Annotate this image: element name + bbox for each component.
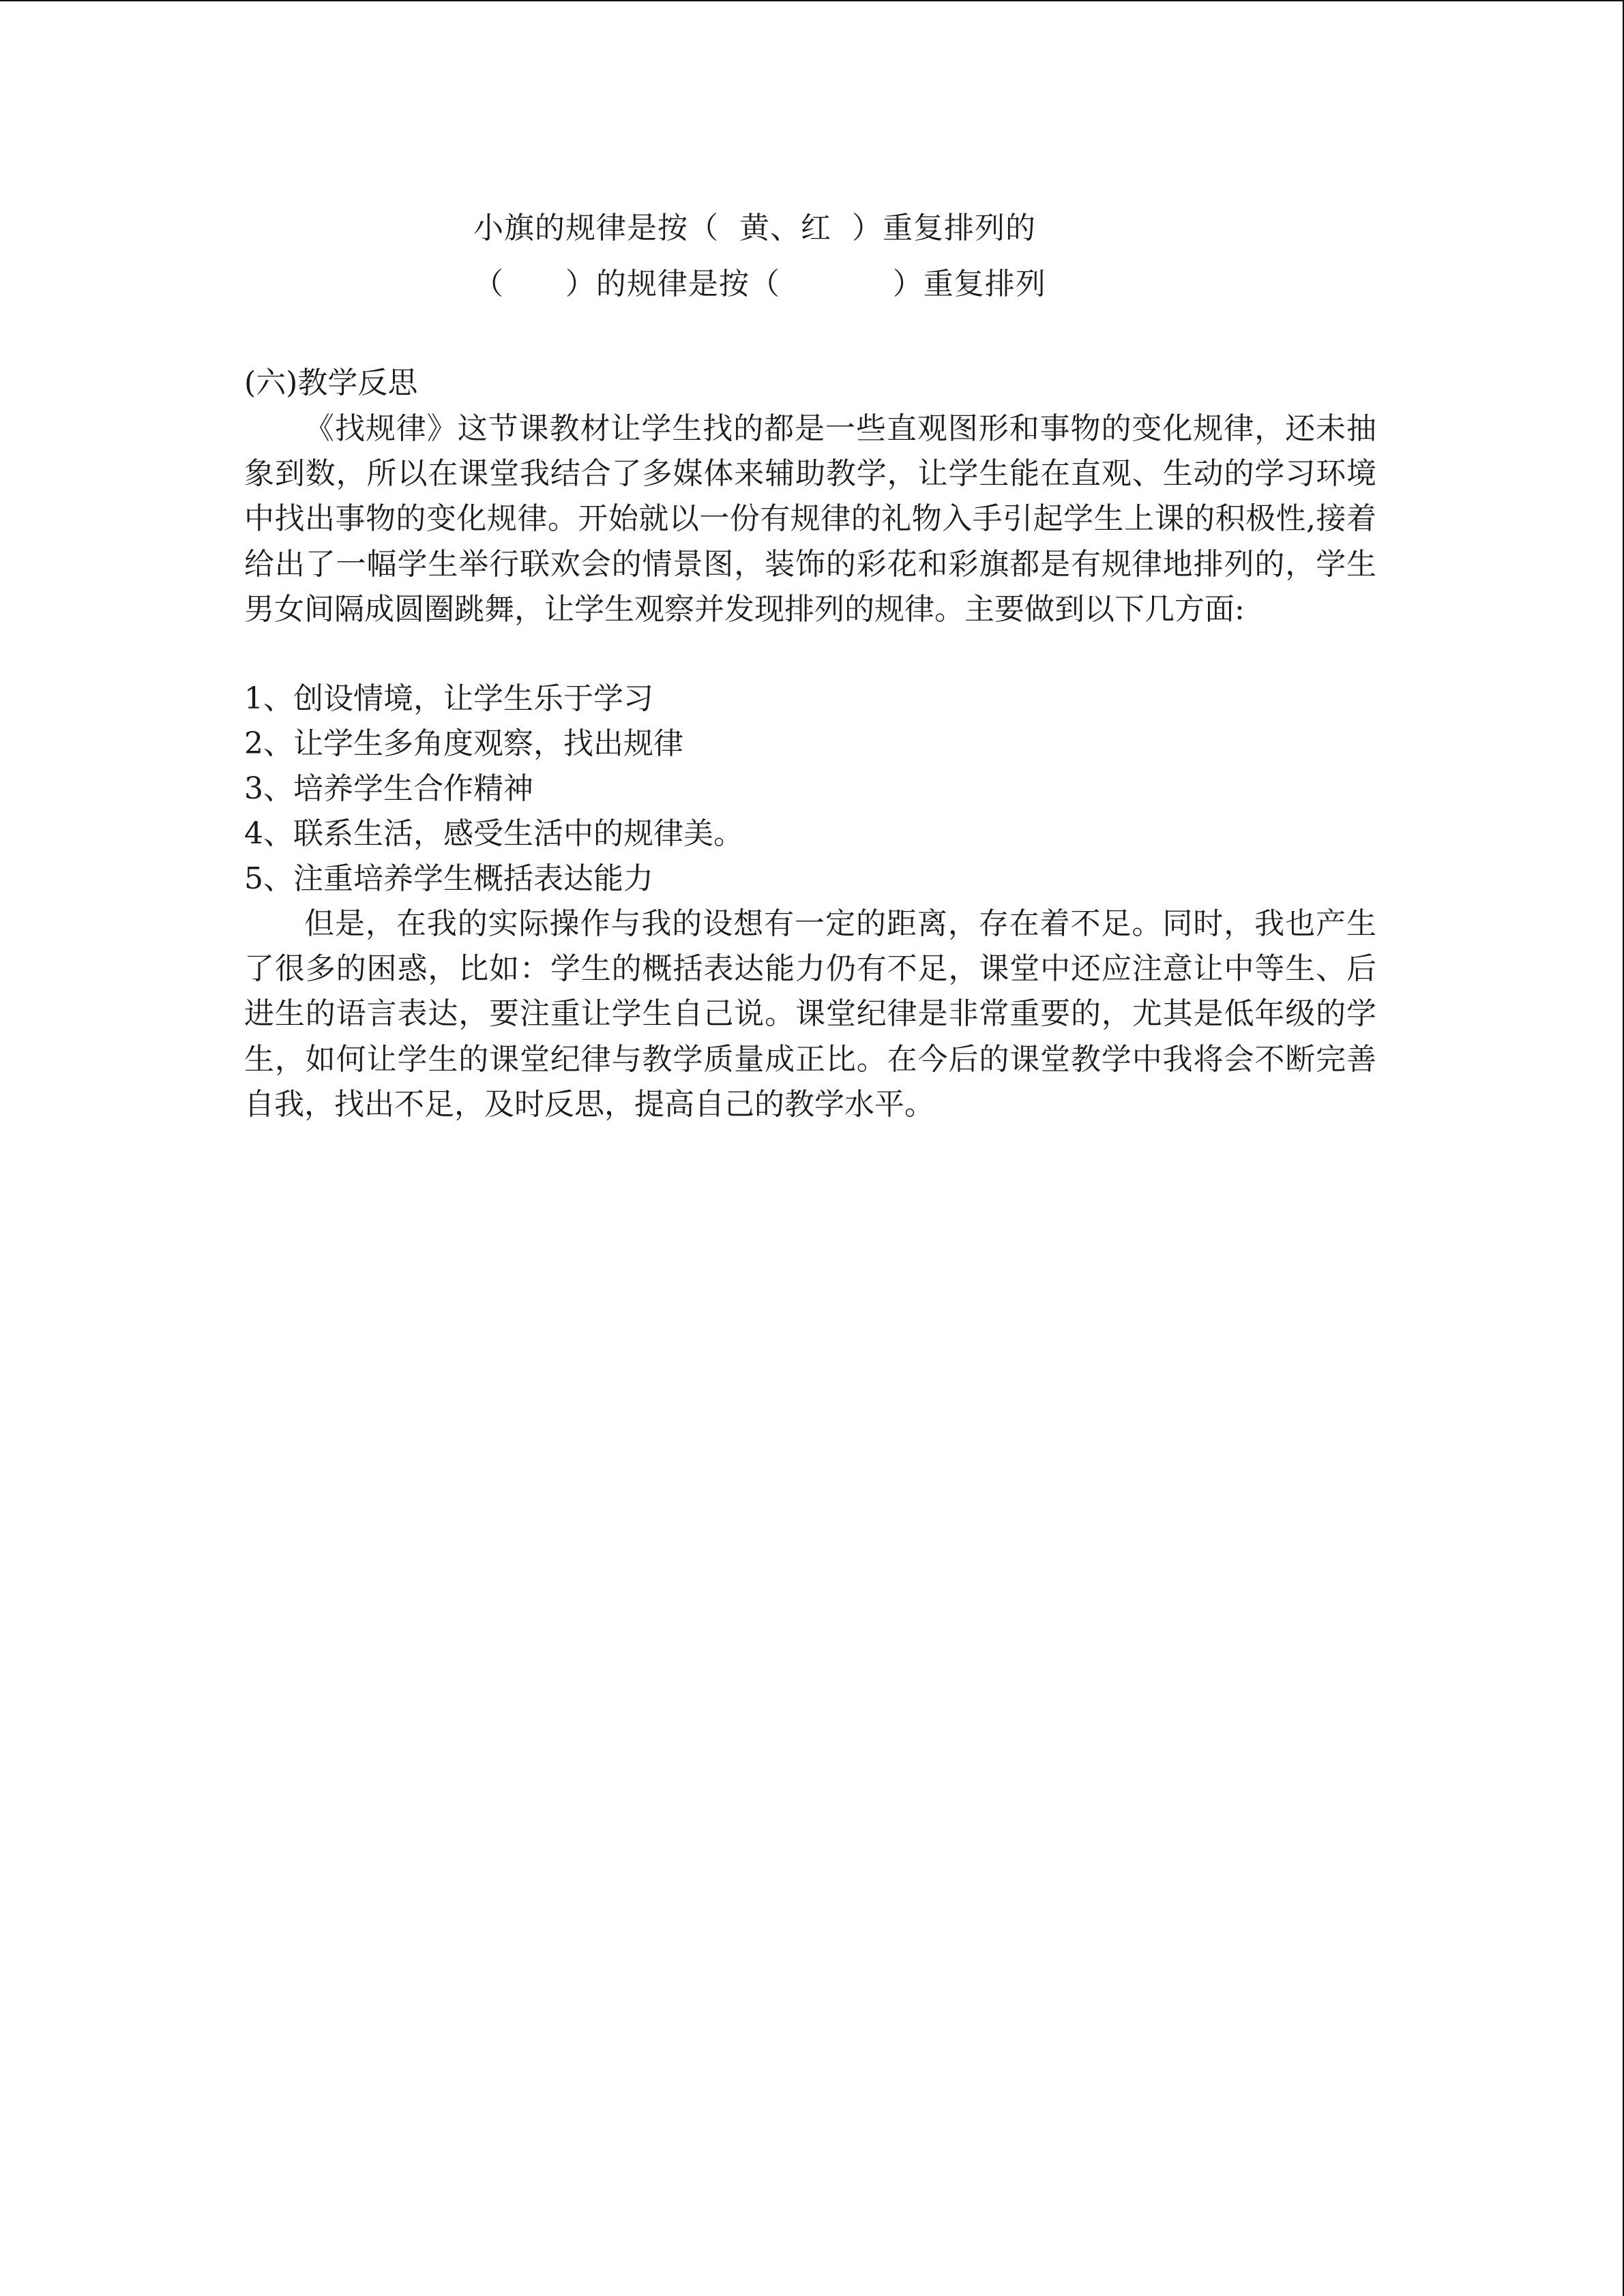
list-item: 2、让学生多角度观察，找出规律 [244, 726, 683, 761]
list-item: 1、创设情境，让学生乐于学习 [244, 681, 653, 716]
list-item: 4、联系生活，感受生活中的规律美。 [244, 816, 743, 851]
reflection-paragraph-2: 但是，在我的实际操作与我的设想有一定的距离，存在着不足。同时，我也产生了很多的困惑，比如：学生的概括表达能力仍有不足，课堂中还应注意让中等生、后进生的语言表达，要注重让学生自己说。课堂纪律是非常重要的，尤其是低年级的学生，如何让学生的课堂纪律与教学质量成正比。在今后的课堂教学中我将会不断完善自我，找出不足，及时反思，提高自己的教学水平。 [244, 906, 1376, 1122]
fill-blank-line-flags: 小旗的规律是按（ 黄、红 ）重复排列的 [473, 211, 1036, 245]
reflection-paragraph-1: 《找规律》这节课教材让学生找的都是一些直观图形和事物的变化规律，还未抽象到数，所以在课堂我结合了多媒体来辅助教学，让学生能在直观、生动的学习环境中找出事物的变化规律。开始就以一份有规律的礼物入手引起学生上课的积极性,接着给出了一幅学生举行联欢会的情景图，装饰的彩花和彩旗都是有规律地排列的，学生男女间隔成圆圈跳舞，让学生观察并发现排列的规律。主要做到以下几方面: [244, 411, 1376, 627]
reflection-points-list [244, 676, 743, 901]
list-item: 5、注重培养学生概括表达能力 [244, 861, 653, 896]
fill-blank-line-empty: （ ）的规律是按（ ）重复排列 [473, 267, 1046, 301]
section-title: (六)教学反思 [244, 366, 418, 400]
list-item: 3、培养学生合作精神 [244, 771, 533, 806]
